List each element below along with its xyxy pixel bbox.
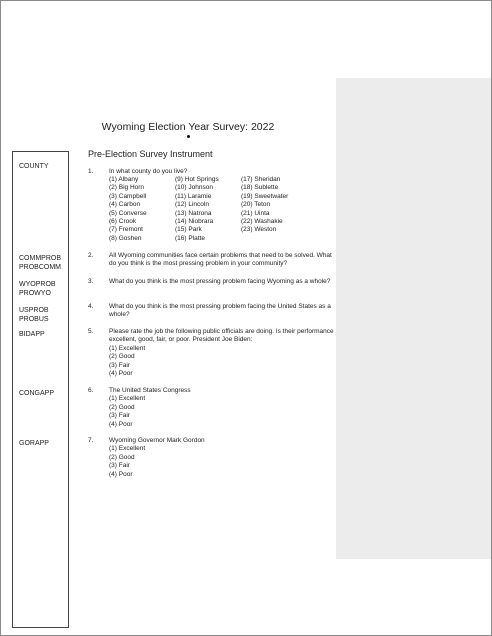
question-number: 3.	[88, 278, 94, 285]
list-item: (14) Niobrara	[175, 218, 214, 226]
list-item: (8) Goshen	[109, 234, 142, 242]
variable-label-bidapp: BIDAPP	[19, 331, 45, 338]
list-item: (21) Uinta	[241, 209, 270, 217]
question-text-congress-approval	[109, 387, 334, 429]
answer-options	[109, 445, 334, 479]
question-prompt: Wyoming Governor Mark Gordon	[109, 437, 205, 444]
list-item: (3) Fair	[109, 462, 130, 470]
list-item: (6) Crook	[109, 218, 137, 226]
answer-options	[109, 395, 334, 429]
variable-label-congapp: CONGAPP	[19, 390, 55, 397]
list-item: (1) Excellent	[109, 445, 146, 453]
question-text-wyoming-problem: What do you think is the most pressing problem facing Wyoming as a whole?	[109, 278, 331, 285]
list-item: (20) Teton	[241, 201, 271, 209]
variable-label-commprob: COMMPROB PROBCOMM	[19, 255, 61, 271]
variable-label-wyoprob: WYOPROB PROWYO	[19, 281, 56, 297]
question-prompt: The United States Congress	[109, 387, 191, 394]
list-item: (15) Park	[175, 226, 202, 234]
list-item: (23) Weston	[241, 226, 277, 234]
list-item: (16) Platte	[175, 234, 205, 242]
variable-label-usprob: USPROB PROBUS	[19, 307, 49, 323]
title-bullet	[187, 135, 190, 138]
list-item: (17) Sheridan	[241, 176, 281, 183]
document-subtitle: Pre-Election Survey Instrument	[88, 149, 213, 159]
variable-label-gorapp: GORAPP	[19, 440, 49, 447]
list-item: (19) Sweetwater	[241, 192, 289, 200]
list-item: (7) Fremont	[109, 226, 143, 234]
question-text-governor-approval	[109, 437, 334, 479]
county-column-3	[241, 176, 288, 243]
list-item: (4) Poor	[109, 470, 133, 478]
list-item: (1) Excellent	[109, 395, 146, 403]
county-column-2	[175, 176, 241, 243]
question-number: 1.	[88, 168, 94, 175]
question-number: 7.	[88, 437, 94, 444]
question-text-us-problem: What do you think is the most pressing problem facing the United States as a whole?	[109, 303, 331, 319]
variable-label-county: COUNTY	[19, 163, 49, 170]
question-text-biden-approval	[109, 328, 334, 378]
question-text-county: In what county do you live?	[109, 168, 188, 175]
list-item: (4) Poor	[109, 370, 133, 378]
list-item: (18) Sublette	[241, 184, 279, 192]
list-item: (1) Albany	[109, 176, 139, 183]
document-title: Wyoming Election Year Survey: 2022	[101, 121, 275, 133]
list-item: (2) Big Horn	[109, 184, 145, 192]
answer-options	[109, 345, 334, 379]
county-options	[109, 176, 288, 243]
list-item: (3) Campbell	[109, 192, 147, 200]
list-item: (13) Natrona	[175, 209, 212, 217]
list-item: (12) Lincoln	[175, 201, 209, 209]
list-item: (2) Good	[109, 353, 135, 361]
list-item: (3) Fair	[109, 412, 130, 420]
list-item: (1) Excellent	[109, 344, 146, 352]
list-item: (4) Carbon	[109, 201, 141, 209]
list-item: (22) Washakie	[241, 218, 283, 226]
question-text-community-problem: All Wyoming communities face certain problems that need to be solved. What do you think is the most pressing problem in your community?	[109, 252, 332, 268]
list-item: (3) Fair	[109, 361, 130, 369]
list-item: (2) Good	[109, 453, 135, 461]
list-item: (5) Converse	[109, 209, 147, 217]
question-number: 6.	[88, 387, 94, 394]
list-item: (10) Johnson	[175, 184, 213, 192]
county-column-1	[109, 176, 175, 243]
list-item: (4) Poor	[109, 420, 133, 428]
question-number: 2.	[88, 252, 94, 259]
list-item: (9) Hot Springs	[175, 176, 219, 183]
list-item: (2) Good	[109, 403, 135, 411]
margin-panel	[336, 78, 491, 559]
question-number: 5.	[88, 328, 94, 335]
question-number: 4.	[88, 303, 94, 310]
list-item: (11) Laramie	[175, 192, 212, 200]
question-prompt: Please rate the job the following public officials are doing. Is their performance excellent, good, fair, or poor. President Joe Biden:	[109, 328, 334, 344]
